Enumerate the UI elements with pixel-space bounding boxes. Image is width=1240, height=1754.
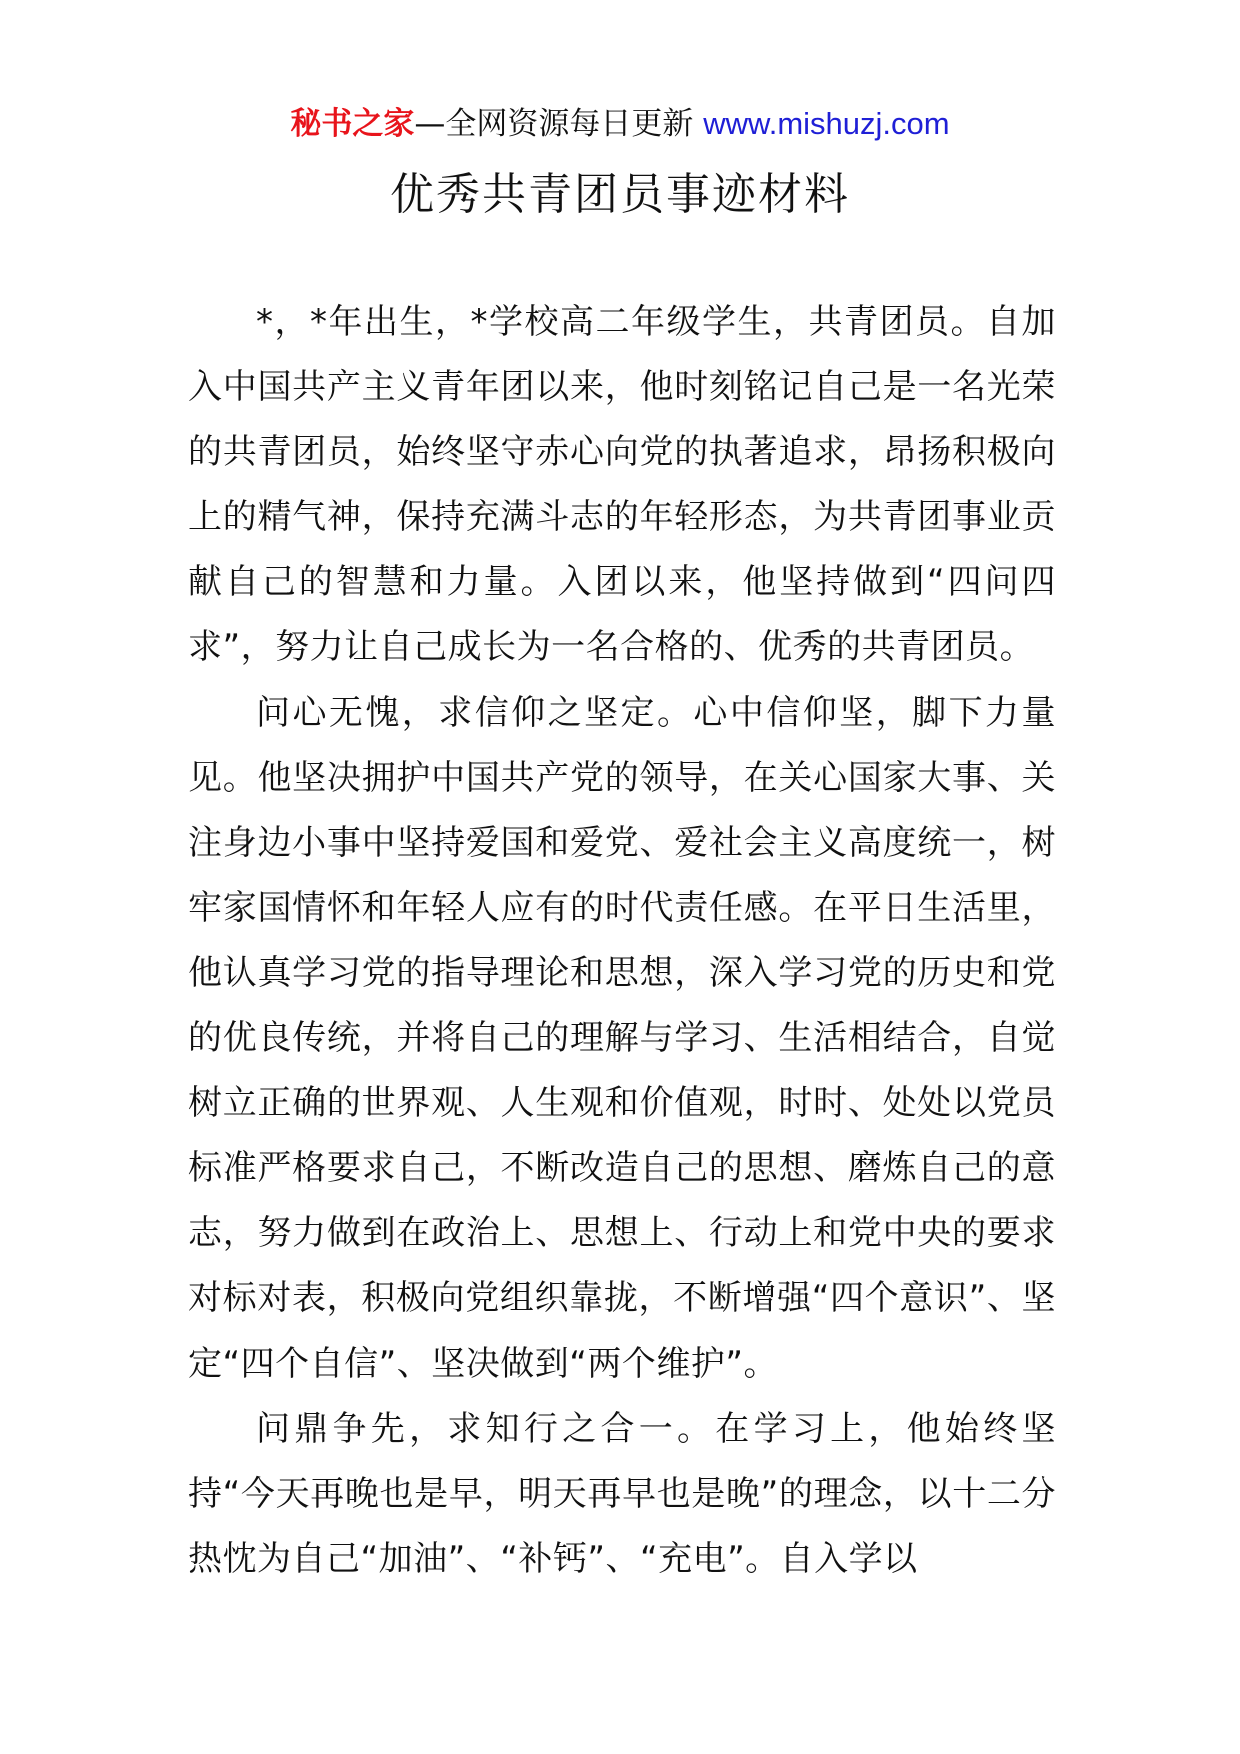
page-header bbox=[0, 102, 1240, 146]
website-link[interactable]: www.mishuzj.com bbox=[703, 106, 950, 141]
document-body bbox=[188, 290, 1056, 1592]
paragraph-intro: *，*年出生，*学校高二年级学生，共青团员。自加入中国共产主义青年团以来，他时刻铭记自己是一名光荣的共青团员，始终坚守赤心向党的执著追求，昂扬积极向上的精气神，保持充满斗志的年轻形态，为共青团事业贡献自己的智慧和力量。入团以来，他坚持做到“四问四求”，努力让自己成长为一名合格的、优秀的共青团员。 bbox=[188, 302, 1056, 668]
paragraph-study: 问鼎争先，求知行之合一。在学习上，他始终坚持“今天再晚也是早，明天再早也是晚”的理念，以十二分热忱为自己“加油”、“补钙”、“充电”。自入学以 bbox=[188, 1408, 1056, 1579]
header-tagline: —全网资源每日更新 bbox=[414, 106, 694, 142]
paragraph-faith: 问心无愧，求信仰之坚定。心中信仰坚，脚下力量见。他坚决拥护中国共产党的领导，在关心国家大事、关注身边小事中坚持爱国和爱党、爱社会主义高度统一，树牢家国情怀和年轻人应有的时代责任感。在平日生活里，他认真学习党的指导理论和思想，深入学习党的历史和党的优良传统，并将自己的理解与学习、生活相结合，自觉树立正确的世界观、人生观和价值观，时时、处处以党员标准严格要求自己，不断改造自己的思想、磨炼自己的意志，努力做到在政治上、思想上、行动上和党中央的要求对标对表，积极向党组织靠拢，不断增强“四个意识”、坚定“四个自信”、坚决做到“两个维护”。 bbox=[188, 692, 1056, 1384]
brand-name: 秘书之家 bbox=[290, 106, 415, 142]
document-title: 优秀共青团员事迹材料 bbox=[390, 169, 850, 220]
